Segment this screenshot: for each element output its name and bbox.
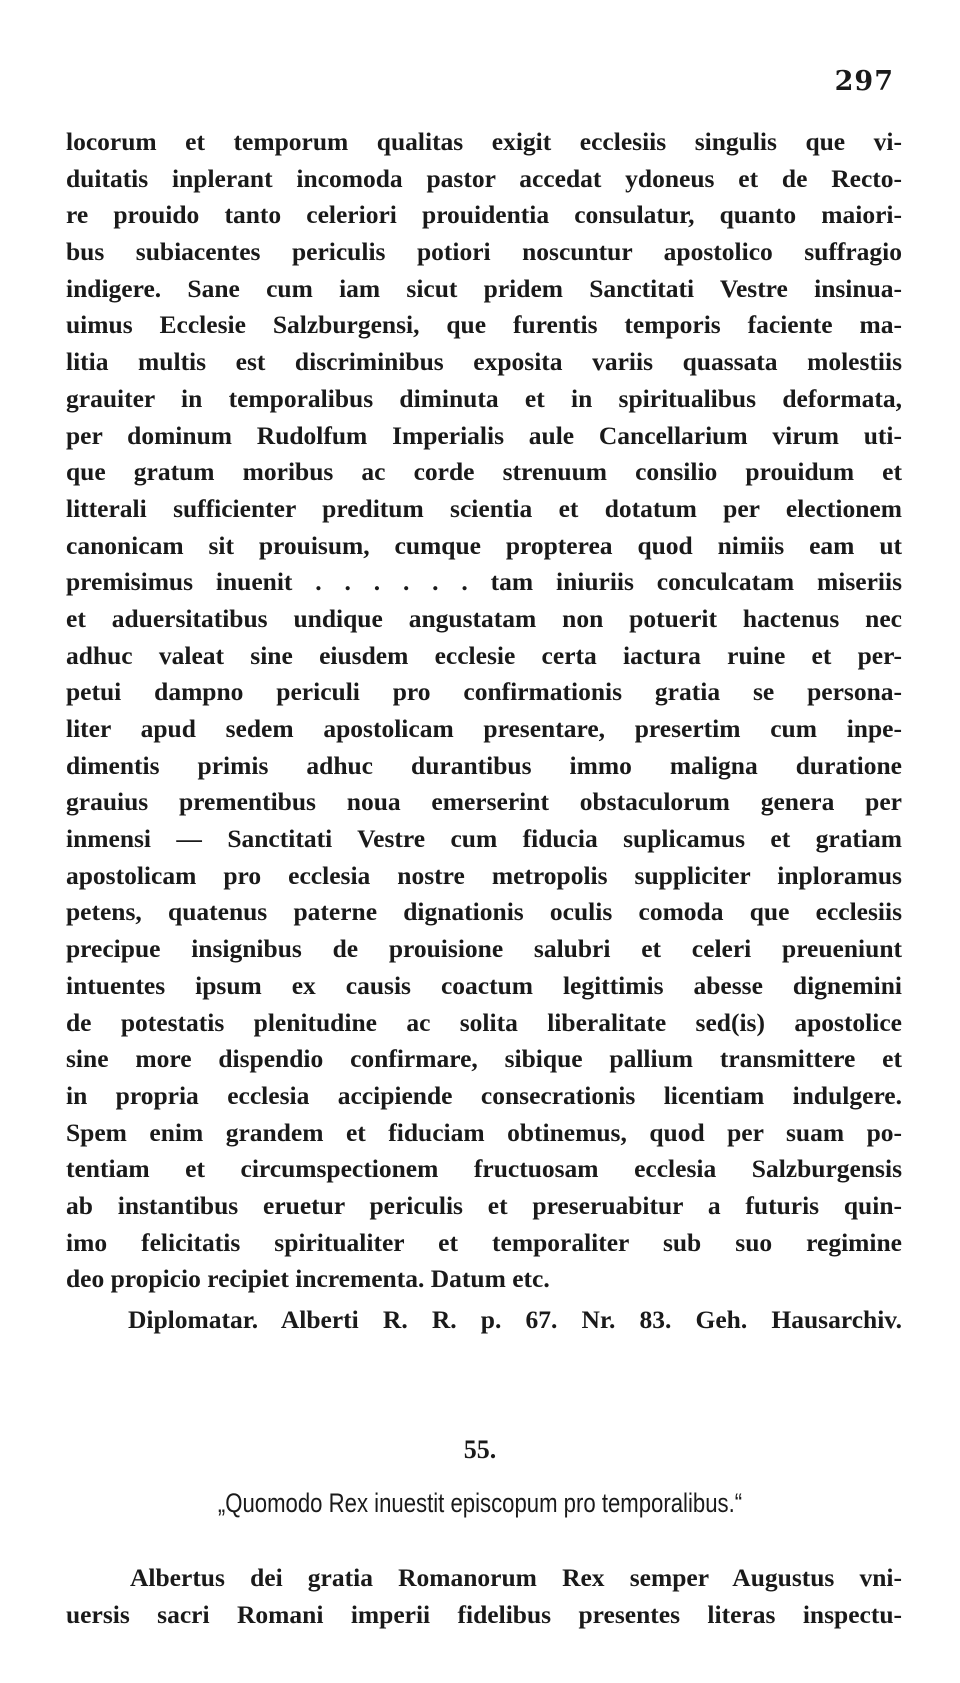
body-line: Spem enim grandem et fiduciam obtinemus, quod per suam po- (66, 1117, 902, 1147)
body-line: liter apud sedem apostolicam presentare, presertim cum inpe- (66, 714, 902, 743)
body-line: canonicam sit prouisum, cumque propterea quod nimiis eam ut (66, 530, 902, 560)
page-number: 297 (834, 66, 894, 97)
body-line: inmensi — Sanctitati Vestre cum fiducia suplicamus et gratiam (66, 824, 902, 854)
body-line: locorum et temporum qualitas exigit ecclesiis singulis que vi- (66, 127, 902, 156)
body-line: per dominum Rudolfum Imperialis aule Cancellarium virum uti- (66, 420, 902, 450)
document-title: „Quomodo Rex inuestit episcopum pro temporalibus.“ (217, 1488, 743, 1518)
body-line: ab instantibus eruetur periculis et preseruabitur a futuris quin- (66, 1190, 902, 1220)
body-line: precipue insignibus de prouisione salubri et celeri preueniunt (66, 934, 902, 964)
body-line: Albertus dei gratia Romanorum Rex semper Augustus vni- (130, 1563, 902, 1592)
body-line: sine more dispendio confirmare, sibique pallium transmittere et (66, 1044, 902, 1074)
body-line: duitatis inplerant incomoda pastor accedat ydoneus et de Recto- (66, 163, 902, 193)
document-opening (66, 1560, 902, 1633)
body-line: petui dampno periculi pro confirmationis gratia se persona- (66, 677, 902, 707)
body-line: deo propicio recipiet incrementa. Datum etc. (66, 1264, 550, 1294)
body-text (66, 124, 902, 1339)
body-line: petens, quatenus paterne dignationis oculis comoda que ecclesiis (66, 897, 902, 927)
body-line: dimentis primis adhuc durantibus immo maligna duratione (66, 750, 902, 780)
body-line: premisimus inuenit . . . . . . tam iniuriis conculcatam miseriis (66, 567, 902, 597)
source-citation: Diplomatar. Alberti R. R. p. 67. Nr. 83. Geh. Hausarchiv. (128, 1305, 902, 1334)
body-line: litia multis est discriminibus exposita variis quassata molestiis (66, 347, 902, 377)
body-line: que gratum moribus ac corde strenuum consilio prouidum et (66, 457, 902, 487)
body-line: re prouido tanto celeriori prouidentia consulatur, quanto maiori- (66, 200, 902, 230)
body-line: uimus Ecclesie Salzburgensi, que furentis temporis faciente ma- (66, 310, 902, 340)
body-line: in propria ecclesia accipiende consecrationis licentiam indulgere. (66, 1080, 902, 1110)
body-line: et aduersitatibus undique angustatam non potuerit hactenus nec (66, 603, 902, 633)
body-line: apostolicam pro ecclesia nostre metropolis suppliciter inploramus (66, 860, 902, 890)
body-line: intuentes ipsum ex causis coactum legittimis abesse dignemini (66, 970, 902, 1000)
body-line: bus subiacentes periculis potiori noscuntur apostolico suffragio (66, 237, 902, 267)
body-line: imo felicitatis spiritualiter et temporaliter sub suo regimine (66, 1227, 902, 1257)
body-line: adhuc valeat sine eiusdem ecclesie certa iactura ruine et per- (66, 640, 902, 670)
body-line: grauius prementibus noua emerserint obstaculorum genera per (66, 787, 902, 817)
body-line: grauiter in temporalibus diminuta et in spiritualibus deformata, (66, 383, 902, 413)
body-line: tentiam et circumspectionem fructuosam ecclesia Salzburgensis (66, 1154, 902, 1184)
body-line: litterali sufficienter preditum scientia et dotatum per electionem (66, 493, 902, 523)
body-line: de potestatis plenitudine ac solita liberalitate sed(is) apostolice (66, 1007, 902, 1037)
document-number: 55. (463, 1435, 497, 1464)
body-line: uersis sacri Romani imperii fidelibus presentes literas inspectu- (66, 1599, 902, 1629)
body-line: indigere. Sane cum iam sicut pridem Sanctitati Vestre insinua- (66, 273, 902, 303)
